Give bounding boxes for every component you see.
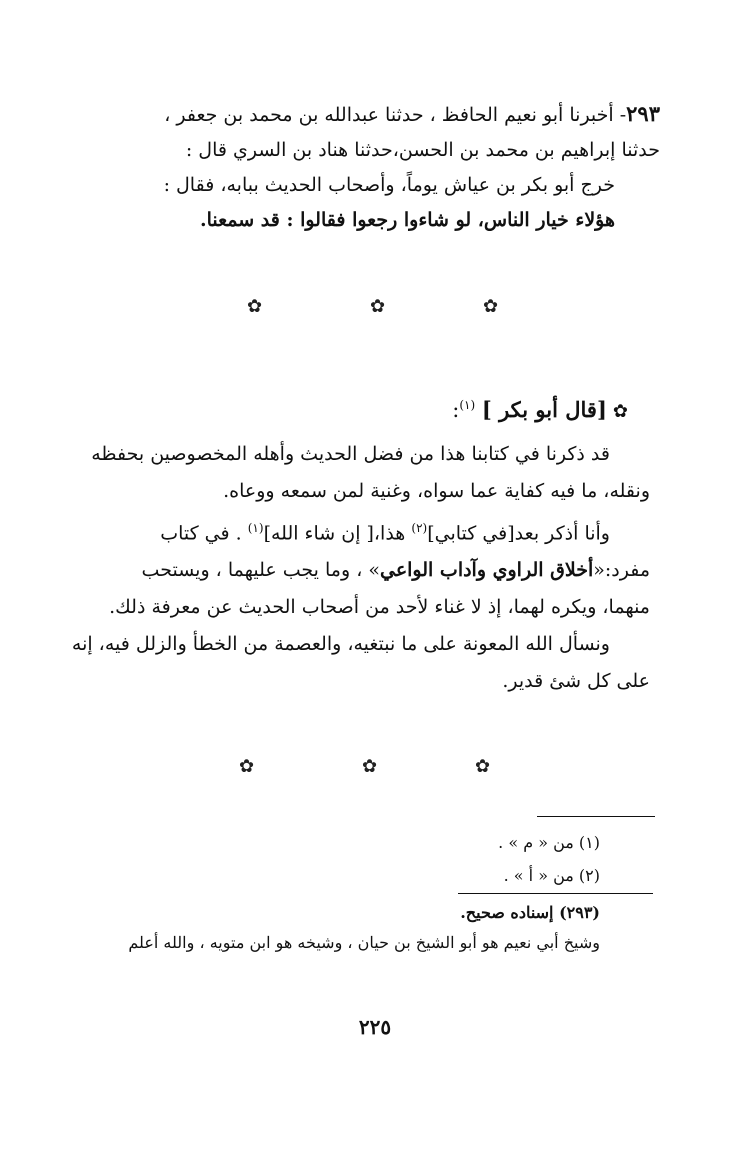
hadith-line-1 — [80, 96, 660, 133]
flower-ornament-icon: ✿ — [239, 756, 255, 777]
section-heading — [452, 385, 628, 432]
flower-ornament-icon: ✿ — [483, 296, 499, 317]
paragraph-2-line-1 — [80, 510, 610, 552]
hadith-line-2: حدثنا إبراهيم بن محمد بن الحسن،حدثنا هناد بن السري قال : — [185, 139, 660, 161]
paragraph-3-line-2: على كل شئ قدير. — [502, 670, 650, 693]
hadith-line-4: هؤلاء خيار الناس، لو شاءوا رجعوا فقالوا : قد سمعنا. — [199, 209, 615, 231]
footnote-ref-2: (٢) — [411, 521, 428, 535]
paragraph-1-line-2: ونقله، ما فيه كفاية عما سواه، وغنية لمن سمعه ووعاه. — [223, 480, 650, 502]
notes-title: (٢٩٣) إسناده صحيح. — [460, 903, 600, 922]
book-title: أخلاق الراوي وآداب الواعي — [379, 559, 594, 582]
hadith-number: ٢٩٣ — [626, 101, 660, 126]
footnote-ref-1: (١) — [247, 521, 264, 535]
footnote-2: (٢) من « أ » . — [503, 866, 600, 885]
footnote-divider — [537, 816, 655, 817]
paragraph-2-line-2 — [80, 552, 650, 589]
hadith-line-3: خرج أبو بكر بن عياش يوماً، وأصحاب الحديث ببابه، فقال : — [163, 174, 615, 196]
paragraph-2-text-e: » ، وما يجب عليهما ، ويستحب — [141, 559, 380, 582]
paragraph-2-line-3: منهما، ويكره لهما، إذ لا غناء لأحد من أصحاب الحديث عن معرفة ذلك. — [109, 596, 650, 619]
ornament-row-1 — [0, 297, 750, 327]
paragraph-2-text-c: . في كتاب — [160, 522, 248, 545]
hadith-line-1-text: - أخبرنا أبو نعيم الحافظ ، حدثنا عبدالله بن محمد بن جعفر ، — [164, 104, 627, 126]
flower-ornament-icon: ✿ — [362, 756, 378, 777]
section-body — [71, 436, 650, 700]
paragraph-2-text-d: مفرد:« — [593, 559, 650, 582]
paragraph-3-line-1: ونسأل الله المعونة على ما نبتغيه، والعصمة من الخطأ والزلل فيه، إنه — [71, 633, 610, 656]
heading-text: [قال أبو بكر ] — [481, 397, 607, 422]
page-number: ٢٢٥ — [358, 1015, 392, 1039]
notes-divider — [458, 893, 653, 894]
flower-ornament-icon: ✿ — [475, 756, 491, 777]
flower-ornament-icon: ✿ — [247, 296, 263, 317]
flower-ornament-icon: ✿ — [370, 296, 386, 317]
ornament-row-2 — [0, 757, 750, 787]
editor-notes — [128, 898, 600, 958]
footnotes — [498, 826, 600, 892]
paragraph-1-line-1: قد ذكرنا في كتابنا هذا من فضل الحديث وأهله المخصوصين بحفظه — [91, 443, 610, 465]
paragraph-2-text-a: وأنا أذكر بعد[في كتابي] — [427, 522, 610, 545]
heading-footnote-ref: (١) — [459, 398, 476, 412]
hadith-block — [80, 96, 660, 238]
notes-text: وشيخ أبي نعيم هو أبو الشيخ بن حيان ، وشيخه هو ابن متويه ، والله أعلم — [128, 933, 600, 952]
flower-ornament-icon: ✿ — [612, 401, 628, 422]
heading-colon: : — [452, 398, 460, 422]
paragraph-2-text-b: هذا،[ إن شاء الله] — [263, 522, 412, 545]
footnote-1: (١) من « م » . — [498, 833, 600, 852]
